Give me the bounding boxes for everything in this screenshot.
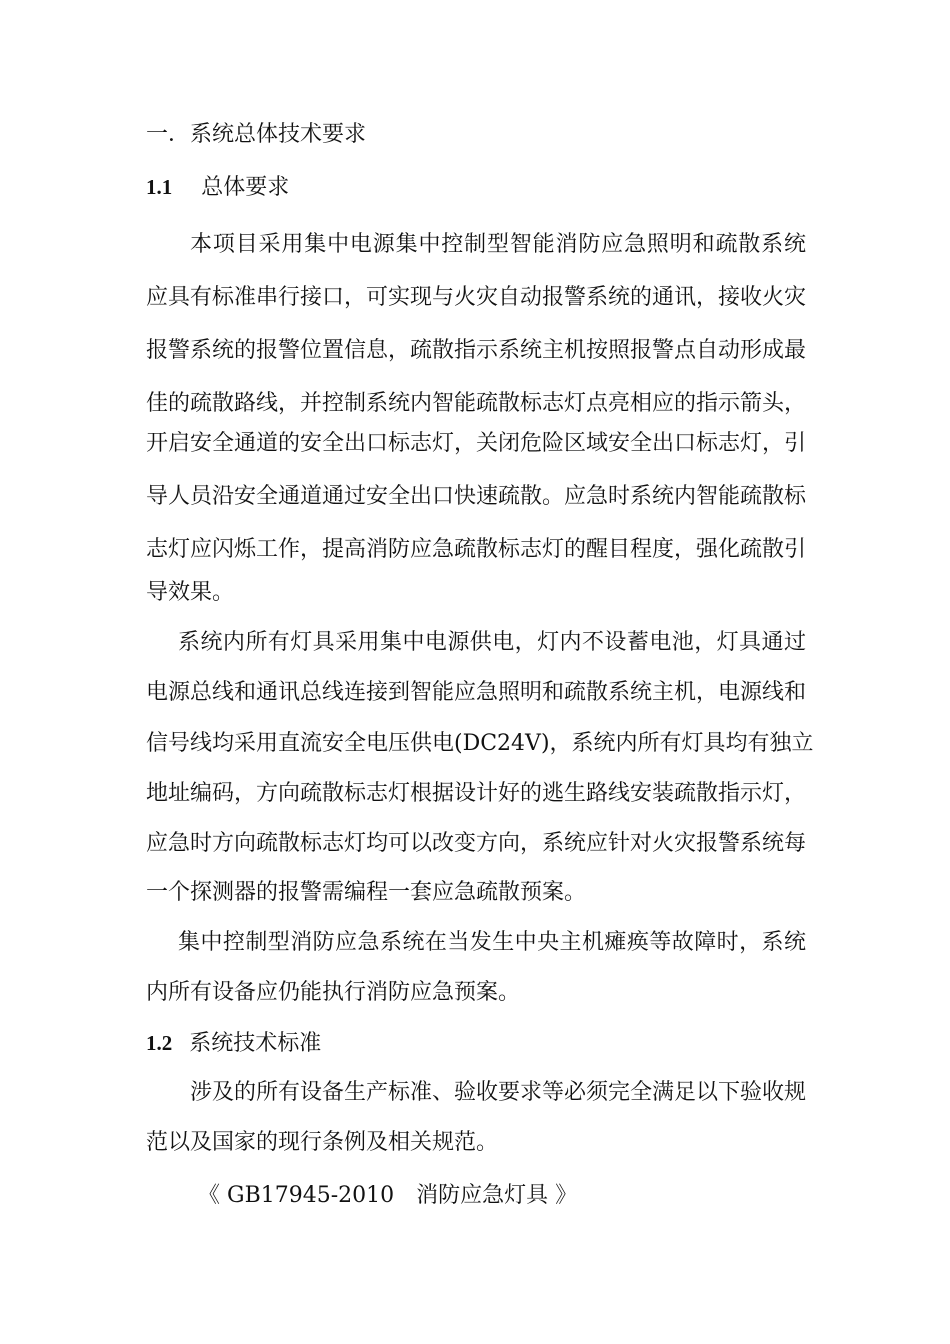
paragraph-line: 集中控制型消防应急系统在当发生中央主机瘫痪等故障时，系统 xyxy=(178,930,806,955)
paragraph-line: 涉及的所有设备生产标准、验收要求等必须完全满足以下验收规 xyxy=(190,1080,807,1105)
paragraph-line: 一个探测器的报警需编程一套应急疏散预案。 xyxy=(146,880,587,905)
subsection-number: 1.2 xyxy=(146,1031,173,1055)
paragraph-line: 志灯应闪烁工作，提高消防应急疏散标志灯的醒目程度，强化疏散引 xyxy=(146,537,807,562)
paragraph-line: 佳的疏散路线，并控制系统内智能疏散标志灯点亮相应的指示箭头， xyxy=(146,391,807,416)
section-title: 一．系统总体技术要求 xyxy=(146,122,367,147)
paragraph-line: 导效果。 xyxy=(146,580,235,605)
paragraph-line: 地址编码，方向疏散标志灯根据设计好的逃生路线安装疏散指示灯， xyxy=(146,781,807,806)
subsection-number: 1.1 xyxy=(146,175,173,199)
paragraph-line: 导人员沿安全通道通过安全出口快速疏散。应急时系统内智能疏散标 xyxy=(146,484,807,509)
paragraph-line: 开启安全通道的安全出口标志灯，关闭危险区域安全出口标志灯，引 xyxy=(146,431,807,456)
paragraph-line: 系统内所有灯具采用集中电源供电，灯内不设蓄电池，灯具通过 xyxy=(178,630,806,655)
subsection-title: 总体要求 xyxy=(201,175,290,200)
paragraph-line: 电源总线和通讯总线连接到智能应急照明和疏散系统主机，电源线和 xyxy=(146,680,807,705)
standard-reference: 《 GB17945-2010 消防应急灯具 》 xyxy=(198,1183,578,1208)
subsection-heading-1-1 xyxy=(146,172,289,203)
paragraph-line: 内所有设备应仍能执行消防应急预案。 xyxy=(146,980,521,1005)
subsection-title: 系统技术标准 xyxy=(189,1031,322,1056)
paragraph-line: 范以及国家的现行条例及相关规范。 xyxy=(146,1130,499,1155)
paragraph-line: 应具有标准串行接口，可实现与火灾自动报警系统的通讯，接收火灾 xyxy=(146,285,807,310)
paragraph-line: 应急时方向疏散标志灯均可以改变方向，系统应针对火灾报警系统每 xyxy=(146,831,807,856)
paragraph-line: 本项目采用集中电源集中控制型智能消防应急照明和疏散系统 xyxy=(190,232,806,257)
paragraph-line: 报警系统的报警位置信息，疏散指示系统主机按照报警点自动形成最 xyxy=(146,338,807,363)
subsection-heading-1-2 xyxy=(146,1028,321,1059)
paragraph-line: 信号线均采用直流安全电压供电(DC24V)，系统内所有灯具均有独立 xyxy=(146,731,814,756)
